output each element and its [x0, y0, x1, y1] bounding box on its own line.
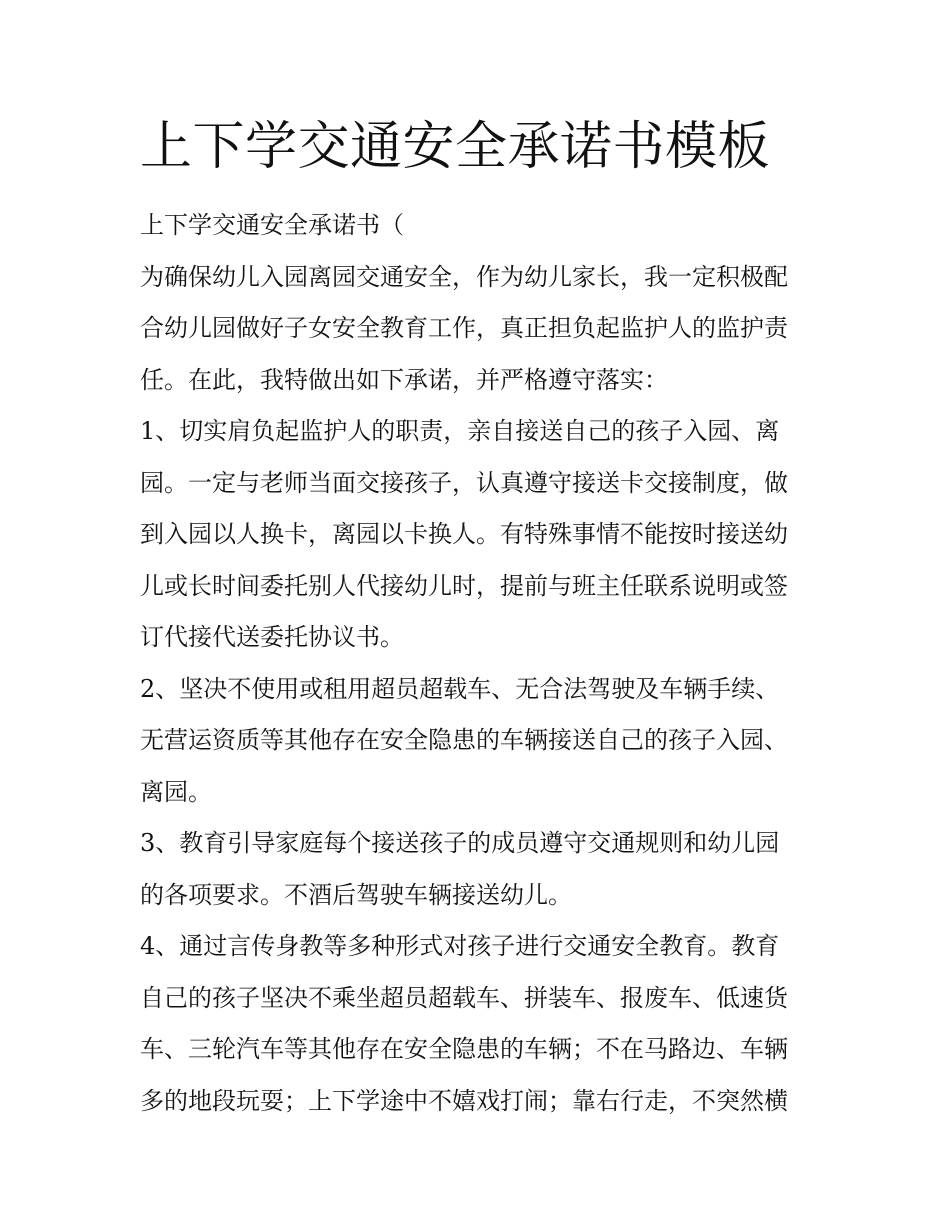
- body-line: 4、通过言传身教等多种形式对孩子进行交通安全教育。教育: [140, 932, 780, 960]
- body-line: 上下学交通安全承诺书（: [140, 211, 404, 239]
- body-line: 2、坚决不使用或租用超员超载车、无合法驾驶及车辆手续、: [140, 674, 780, 703]
- body-line: 儿或长时间委托别人代接幼儿时，提前与班主任联系说明或签: [140, 571, 788, 600]
- body-line: 到入园以人换卡，离园以卡换人。有特殊事情不能按时接送幼: [140, 520, 788, 548]
- document-title: 上下学交通安全承诺书模板: [140, 117, 771, 177]
- body-line: 为确保幼儿入园离园交通安全，作为幼儿家长，我一定积极配: [140, 262, 788, 291]
- document-body: [140, 200, 820, 1127]
- body-line: 园。一定与老师当面交接孩子，认真遵守接送卡交接制度，做: [140, 468, 788, 497]
- body-line: 1、切实肩负起监护人的职责，亲自接送自己的孩子入园、离: [140, 417, 780, 445]
- body-line: 无营运资质等其他存在安全隐患的车辆接送自己的孩子入园、: [140, 726, 788, 754]
- body-line: 离园。: [140, 777, 212, 806]
- body-line: 车、三轮汽车等其他存在安全隐患的车辆；不在马路边、车辆: [140, 1035, 788, 1063]
- body-line: 自己的孩子坚决不乘坐超员超载车、拼装车、报废车、低速货: [140, 983, 788, 1012]
- body-line: 任。在此，我特做出如下承诺，并严格遵守落实：: [140, 365, 668, 394]
- body-line: 3、教育引导家庭每个接送孩子的成员遵守交通规则和幼儿园: [140, 829, 780, 857]
- body-line: 合幼儿园做好子女安全教育工作，真正担负起监护人的监护责: [140, 314, 788, 342]
- body-line: 订代接代送委托协议书。: [140, 623, 404, 651]
- body-line: 多的地段玩耍；上下学途中不嬉戏打闹；靠右行走，不突然横: [140, 1086, 788, 1115]
- body-line: 的各项要求。不酒后驾驶车辆接送幼儿。: [140, 880, 572, 909]
